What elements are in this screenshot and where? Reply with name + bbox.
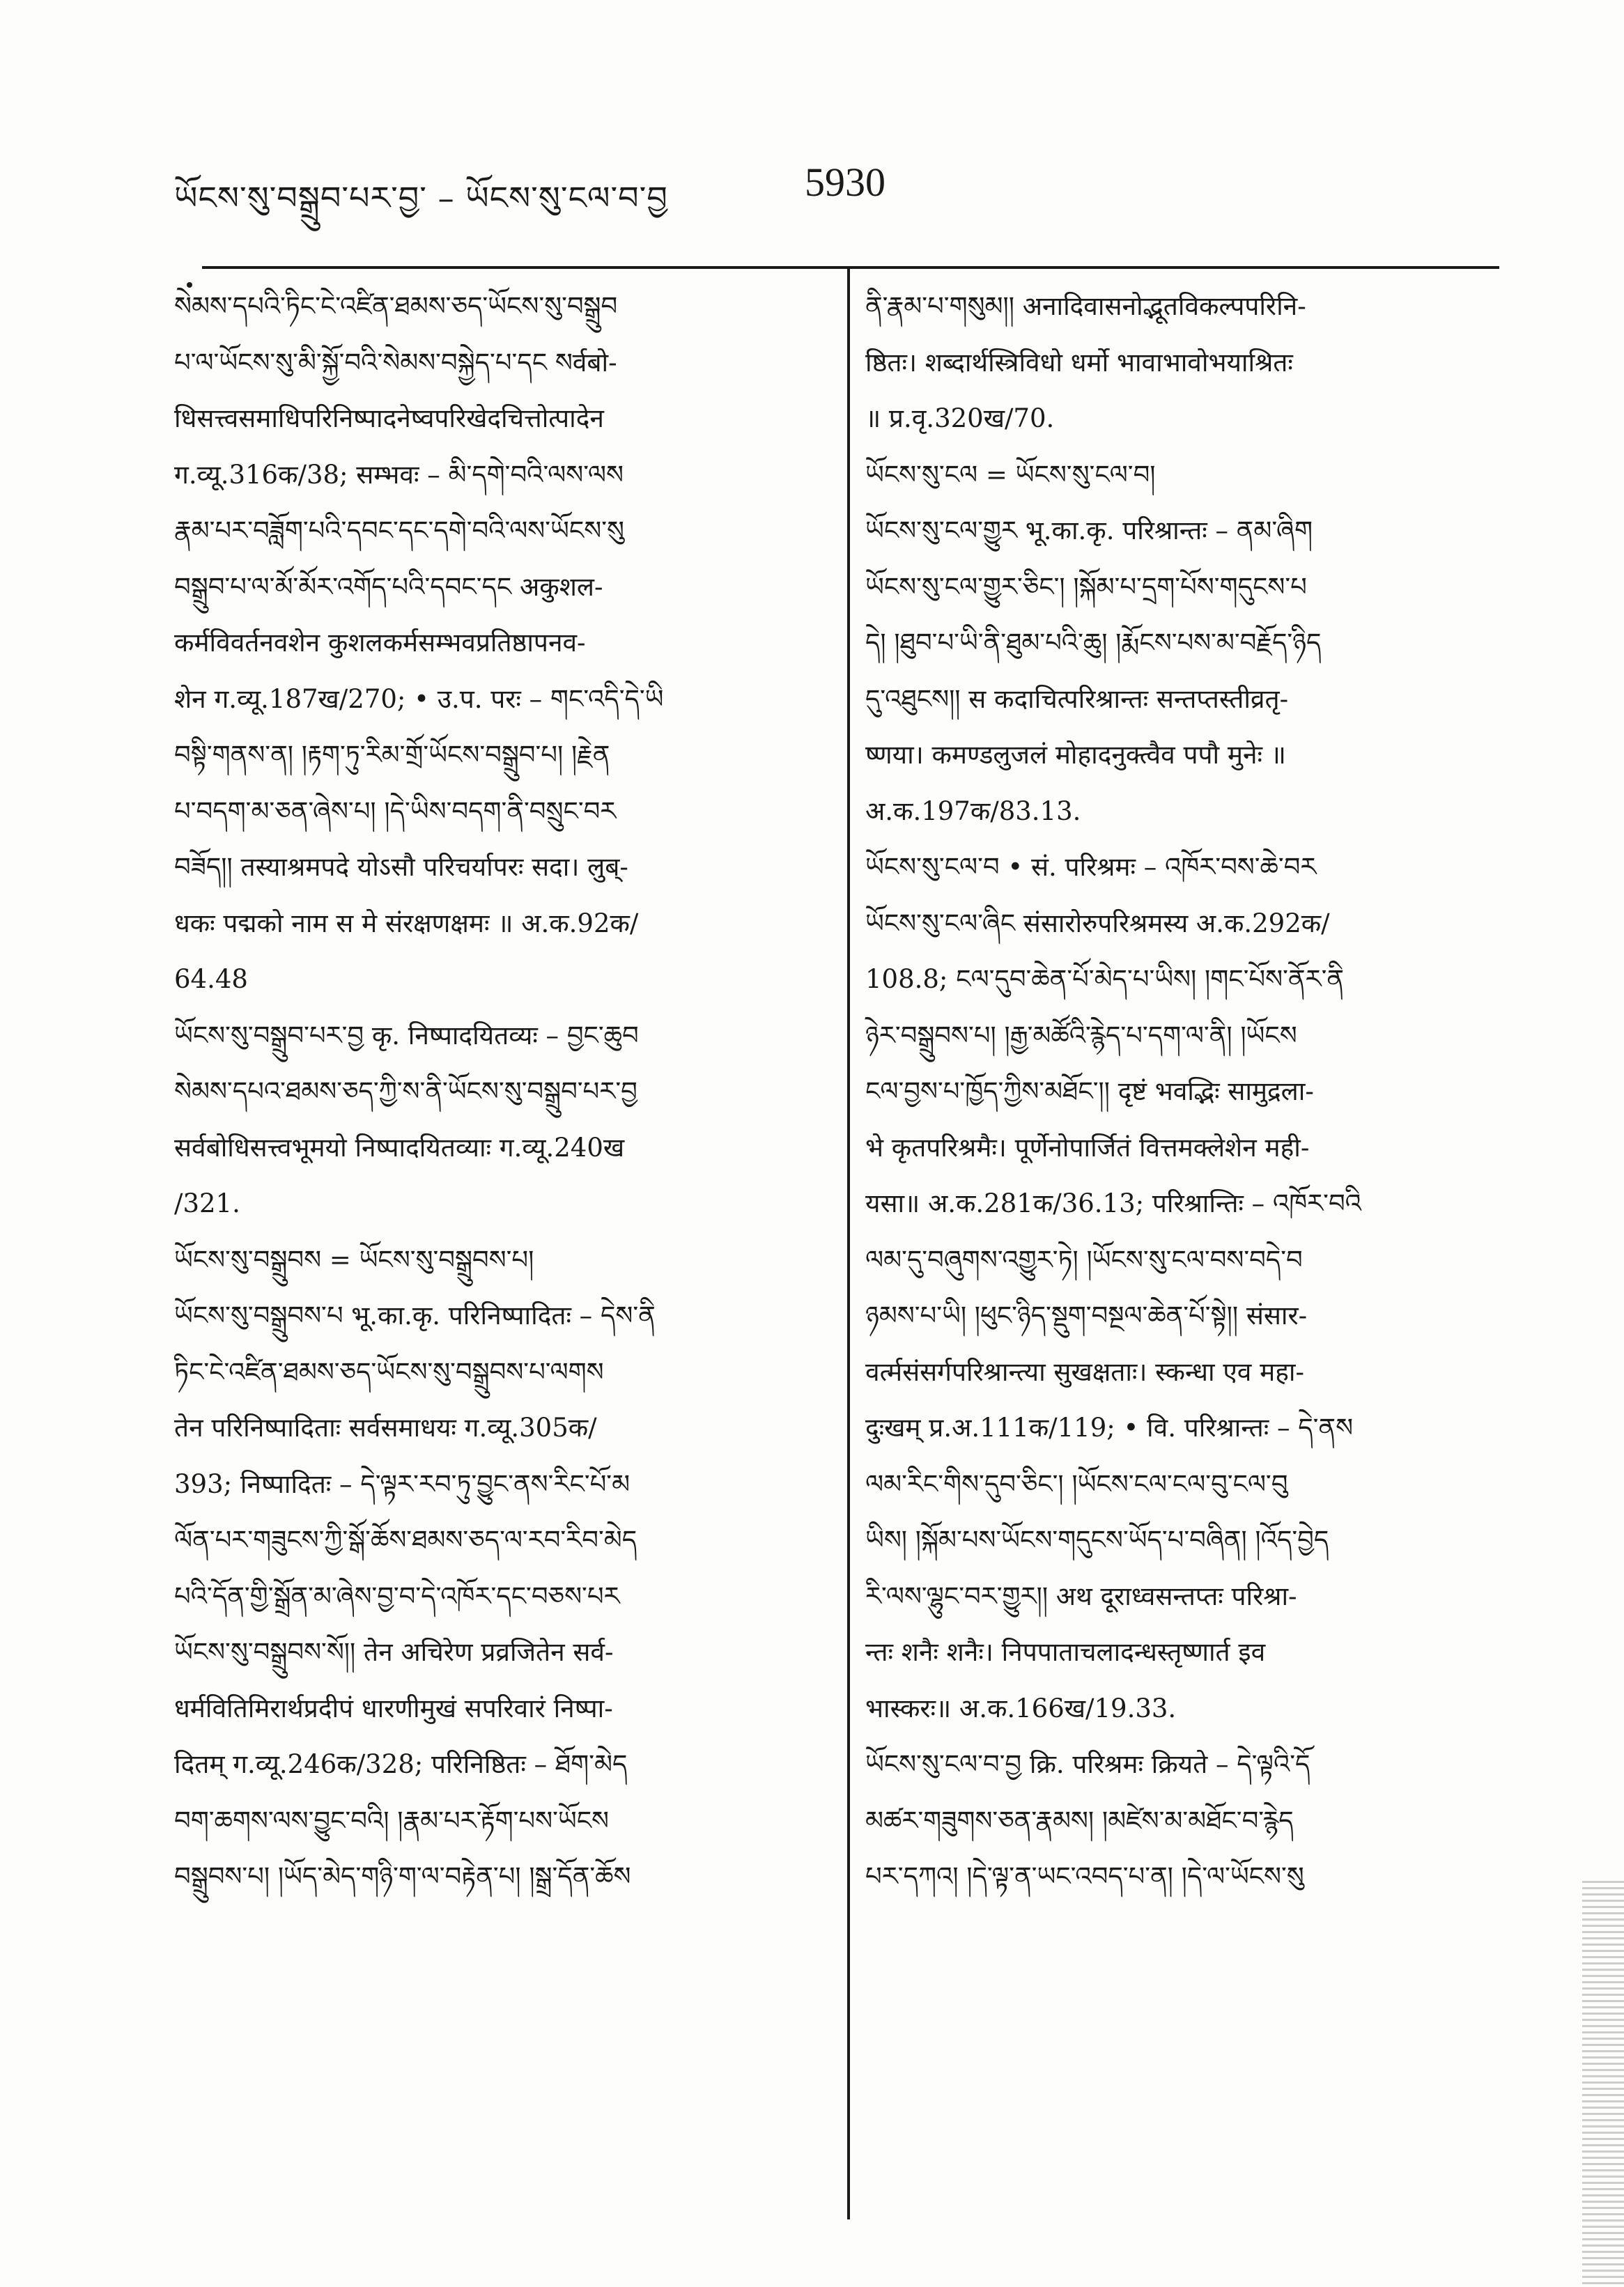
text-line: ष्णया। कमण्डलुजलं मोहादनुक्त्वैव पपौ मुनेः ॥	[865, 740, 1286, 770]
text-line: ཡོངས་སུ་ངལ་བ་བྱ क्रि. परिश्रमः क्रियते – དེ་ལྟའི་དོ	[865, 1749, 1310, 1779]
text-line: ཡོངས་སུ་བསྒྲུབ་པར་བྱ कृ. निष्पादयितव्यः – བྱང་ཆུབ	[174, 1020, 639, 1051]
right-column	[865, 279, 1499, 1905]
text-line: /321.	[174, 1188, 240, 1218]
text-line: པར་དཀའ། །དེ་ལྟ་ན་ཡང་འབད་པ་ན། །དེ་ལ་ཡོངས་སུ	[865, 1861, 1304, 1891]
page-number: 5930	[805, 160, 886, 205]
text-line: धकः पद्मको नाम स मे संरक्षणक्षमः ॥ अ.क.92क/	[174, 908, 639, 938]
text-line: སེམས་དཔའ་ཐམས་ཅད་ཀྱི་ས་ནི་ཡོངས་སུ་བསྒྲུབ་པར་བྱ	[174, 1076, 637, 1106]
text-line: ལམ་རིང་གིས་དུབ་ཅིང་། །ཡོངས་ངལ་ངལ་བུ་ངལ་བུ	[865, 1468, 1288, 1499]
text-line: ཏིང་ངེ་འཛིན་ཐམས་ཅད་ཡོངས་སུ་བསྒྲུབས་པ་ལགས	[174, 1356, 604, 1387]
text-line: ཡོངས་སུ་བསྒྲུབས་སོ།། तेन अचिरेण प्रव्रजितेन सर्व-	[174, 1637, 614, 1667]
text-line: དུ་འཐུངས།། स कदाचित्परिश्रान्तः सन्तप्तस्तीव्रतृ-	[865, 683, 1289, 714]
text-line: दितम् ग.व्यू.246क/328; परिनिष्ठितः – ཐོག་མེད	[174, 1749, 628, 1779]
text-line: तेन परिनिष्पादिताः सर्वसमाधयः ग.व्यू.305क/	[174, 1413, 597, 1443]
text-line: ཉེར་བསྒྲུབས་པ། །རྒྱ་མཚོའི་རྙེད་པ་དག་ལ་ནི། །ཡོངས	[865, 1020, 1297, 1051]
text-line: པའི་དོན་གྱི་སྒྲོན་མ་ཞེས་བྱ་བ་དེ་འཁོར་དང་བཅས་པར	[174, 1581, 620, 1611]
text-line: ལམ་དུ་བཞུགས་འགྱུར་ཏེ། །ཡོངས་སུ་ངལ་བས་བདེ་བ	[865, 1244, 1303, 1275]
text-line: པ་ལ་ཡོངས་སུ་མི་སྐྱོ་བའི་སེམས་བསྐྱེད་པ་དང སर्वबो-	[174, 347, 617, 378]
text-line: शेन ग.व्यू.187ख/270; • उ.प. परः – གང་འདི་དེ་ཡི	[174, 683, 664, 714]
text-line: ཡིས། །སྐོམ་པས་ཡོངས་གདུངས་ཡོད་པ་བཞིན། །འོད་བྱེད	[865, 1525, 1329, 1555]
text-line: སེམས་དཔའི་ཏིང་ངེ་འཛིན་ཐམས་ཅད་ཡོངས་སུ་བསྒྲུབ	[174, 291, 618, 321]
running-head: ཡོངས་སུ་བསྒྲུབ་པར་བྱ་ – ཡོངས་སུ་ངལ་བ་བྱ	[174, 179, 668, 217]
text-line: भास्करः॥ अ.क.166ख/19.33.	[865, 1693, 1177, 1723]
text-line: མཚར་གཟུགས་ཅན་རྣམས། །མཛེས་མ་མཐོང་བ་རྙེད	[865, 1805, 1294, 1836]
text-line: ཡོངས་སུ་བསྒྲུབས = ཡོངས་སུ་བསྒྲུབས་པ།	[174, 1244, 534, 1275]
text-line: दुःखम् प्र.अ.111क/119; • वि. परिश्रान्तः – དེ་ནས	[865, 1413, 1354, 1443]
text-line: यसा॥ अ.क.281क/36.13; परिश्रान्तिः – འཁོར་བའི	[865, 1188, 1361, 1218]
text-line: 108.8; ངལ་དུབ་ཆེན་པོ་མེད་པ་ཡིས། །གང་པོས་ནོར་ནི	[865, 964, 1345, 994]
text-line: अ.क.197क/83.13.	[865, 796, 1081, 826]
column-divider	[847, 269, 850, 2219]
text-line: ग.व्यू.316क/38; सम्भवः – མི་དགེ་བའི་ལས་ལས	[174, 459, 624, 490]
text-line: ཡོངས་སུ་ངལ་གྱུར་ཅིང་། །སྐོམ་པ་དྲག་པོས་གདུངས་པ	[865, 571, 1307, 602]
text-line: धर्मवितिमिरार्थप्रदीपं धारणीमुखं सपरिवारं निष्पा-	[174, 1693, 613, 1723]
text-line: ཡོངས་སུ་ངལ་བ • सं. परिश्रमः – འཁོར་བས་ཆེ་བར	[865, 852, 1317, 882]
text-line: ངལ་བྱས་པ་ཁྱོད་ཀྱིས་མཐོང་།། दृष्टं भवद्भिः सामुद्रला-	[865, 1076, 1314, 1106]
text-line: ཉམས་པ་ཡི། །ཕུང་ཉིད་སྡུག་བསྔལ་ཆེན་པོ་སྟེ།། संसार-	[865, 1301, 1308, 1331]
text-line: དེ། །ཐུབ་པ་ཡི་ནི་ཐུམ་པའི་ཆུ། །རྨོངས་པས་མ་བརྗོད་ཉིད	[865, 628, 1322, 658]
text-line: བཟོད།། तस्याश्रमपदे योऽसौ परिचर्यापरः सदा। लुब्-	[174, 852, 628, 882]
text-line: कर्मविवर्तनवशेन कुशलकर्मसम्भवप्रतिष्ठापनव-	[174, 628, 586, 658]
text-line: བསྟི་གནས་ན། །རྟག་ཏུ་རིམ་གྲོ་ཡོངས་བསྒྲུབ་པ། །རྗེན	[174, 740, 610, 770]
text-line: རྣམ་པར་བཟློག་པའི་དབང་དང་དགེ་བའི་ལས་ཡོངས་སུ	[174, 515, 624, 545]
text-line: ॥ प्र.वृ.320ख/70.	[865, 403, 1055, 433]
text-line: བསྒྲུབ་པ་ལ་མོ་མོར་འགོད་པའི་དབང་དང अकुशल-	[174, 571, 603, 602]
text-line: བག་ཆགས་ལས་བྱུང་བའི། །རྣམ་པར་རྟོག་པས་ཡོངས	[174, 1805, 610, 1836]
text-line: न्तः शनैः शनैः। निपपाताचलादन्धस्तृष्णार्त इव	[865, 1637, 1266, 1667]
left-column	[174, 279, 822, 1905]
page-header	[174, 159, 1505, 215]
text-line: सर्वबोधिसत्त्वभूमयो निष्पादयितव्याः ग.व्यू.240ख	[174, 1132, 625, 1163]
text-line: ཡོངས་སུ་ངལ་ཞིང संसारोरुपरिश्रमस्य अ.क.292क/	[865, 908, 1330, 938]
text-line: ཡོངས་སུ་ངལ་གྱུར भू.का.कृ. परिश्रान्तः – ནམ་ཞིག	[865, 515, 1313, 545]
text-line: धिसत्त्वसमाधिपरिनिष्पादनेष्वपरिखेदचित्तोत्पादेन	[174, 403, 604, 433]
text-line: ཡོངས་སུ་ངལ = ཡོངས་སུ་ངལ་བ།	[865, 459, 1156, 490]
text-line: བསྒྲུབས་པ། །ཡོད་མེད་གཉི་ག་ལ་བརྟེན་པ། །སྒྲ་དོན་ཆོས	[174, 1861, 631, 1891]
scan-edge-artifact	[1582, 1881, 1624, 2287]
text-line: वर्त्मसंसर्गपरिश्रान्त्या सुखक्षताः। स्कन्धा एव महा-	[865, 1356, 1304, 1387]
header-rule	[202, 266, 1499, 269]
text-line: ཡོངས་སུ་བསྒྲུབས་པ भू.का.कृ. परिनिष्पादितः – དེས་ནི	[174, 1301, 656, 1331]
text-line: པ་བདག་མ་ཅན་ཞེས་པ། །དེ་ཡིས་བདག་ནི་བསྲུང་བར	[174, 796, 617, 826]
text-line: भे कृतपरिश्रमैः। पूर्णेनोपार्जितं वित्तमक्लेशेन मही-	[865, 1132, 1310, 1163]
text-line: 64.48	[174, 964, 248, 994]
text-line: ནི་རྣམ་པ་གསུམ།། अनादिवासनोद्भूतविकल्पपरिनि-	[865, 291, 1306, 321]
text-line: ष्ठितः। शब्दार्थस्त्रिविधो धर्मो भावाभावोभयाश्रितः	[865, 347, 1293, 378]
text-line: རི་ལས་ལྷུང་བར་གྱུར།། अथ दूराध्वसन्तप्तः परिश्रा-	[865, 1581, 1297, 1611]
text-line: 393; निष्पादितः – དེ་ལྟར་རབ་ཏུ་བྱུང་ནས་རིང་པོ་མ	[174, 1468, 631, 1499]
text-line: ལོན་པར་གཟུངས་ཀྱི་སྒོ་ཆོས་ཐམས་ཅད་ལ་རབ་རིབ་མེད	[174, 1525, 637, 1555]
